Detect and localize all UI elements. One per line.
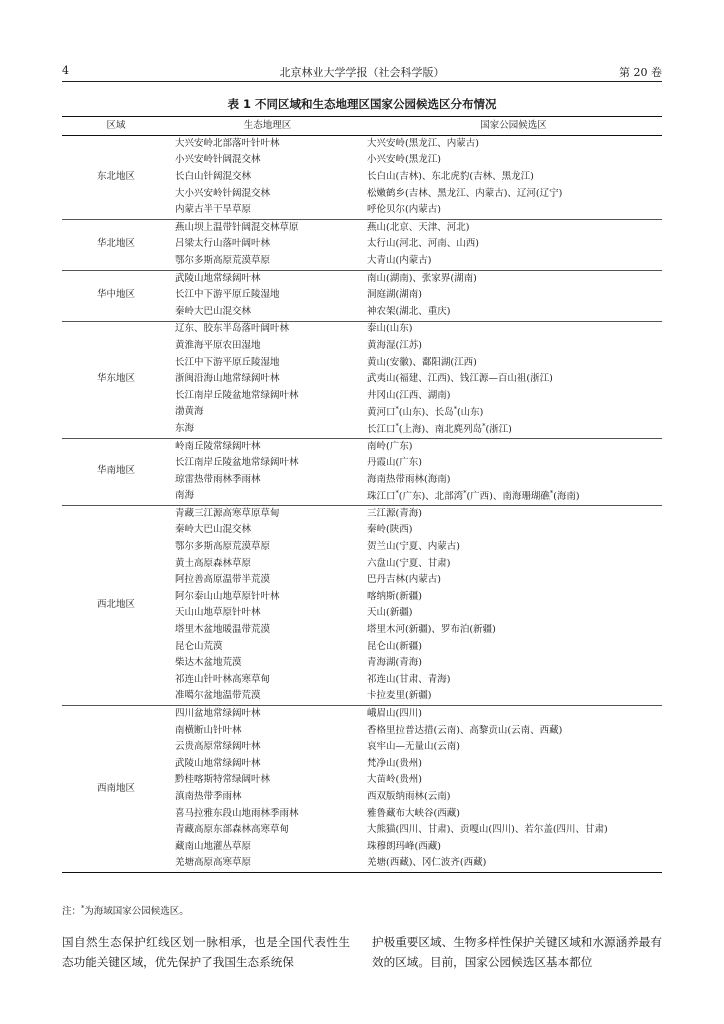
eco-region-cell: 黔桂喀斯特常绿阔叶林 — [175, 774, 271, 786]
eco-region-cell: 阿尔泰山山地草原针叶林 — [175, 590, 280, 602]
candidate-cell: 黄河口*(山东)、长岛*(山东) — [367, 405, 484, 419]
eco-region-cell: 南海 — [175, 490, 195, 502]
candidate-cell: 呼伦贝尔(内蒙古) — [367, 204, 441, 216]
candidate-cell: 南岭(广东) — [365, 438, 662, 455]
eco-region-cell: 长江中下游平原丘陵湿地 — [175, 356, 280, 368]
candidate-cell: 大青山(内蒙古) — [367, 254, 432, 266]
eco-region-cell: 岭南丘陵常绿阔叶林 — [170, 438, 365, 455]
eco-region-cell: 羌塘高原高寒草原 — [170, 856, 365, 873]
header-rule — [62, 81, 662, 82]
candidate-cell: 海南热带雨林(海南) — [367, 473, 451, 485]
eco-region-cell: 天山山地草原针叶林 — [175, 607, 261, 619]
candidate-cell: 南山(湖南)、张家界(湖南) — [365, 270, 662, 287]
eco-region-cell: 塔里木盆地暖温带荒漠 — [175, 624, 271, 636]
candidate-cell: 松嫩鹤乡(吉林、黑龙江、内蒙古)、辽河(辽宁) — [367, 187, 563, 199]
candidate-cell: 天山(新疆) — [367, 607, 413, 619]
eco-region-cell: 云贵高原常绿阔叶林 — [175, 741, 261, 753]
eco-region-cell: 黄土高原森林草原 — [175, 557, 252, 569]
eco-region-cell: 燕山坝上温带针阔混交林草原 — [170, 219, 365, 236]
table-row — [62, 219, 662, 236]
candidate-cell: 香格里拉普达措(云南)、高黎贡山(云南、西藏) — [367, 724, 563, 736]
eco-region-cell: 长江中下游平原丘陵湿地 — [175, 289, 280, 301]
candidate-cell: 武夷山(福建、江西)、钱江源—百山祖(浙江) — [367, 373, 553, 385]
candidate-cell: 雅鲁藏布大峡谷(西藏) — [367, 807, 460, 819]
eco-region-cell: 东海 — [175, 422, 195, 434]
eco-region-cell: 祁连山针叶林高寒草甸 — [175, 673, 271, 685]
eco-region-cell: 喜马拉雅东段山地雨林季雨林 — [175, 807, 299, 819]
candidate-cell: 珠穆朗玛峰(西藏) — [367, 840, 441, 852]
candidate-cell: 黄海湿(江苏) — [367, 339, 422, 351]
note-text: 注：*为海域国家公园候选区。 — [62, 903, 189, 917]
eco-region-cell: 长江南岸丘陵盆地常绿阔叶林 — [175, 389, 299, 401]
table-header-row — [62, 117, 662, 136]
region-cell: 东北地区 — [96, 171, 135, 183]
candidate-cell: 洞庭湖(湖南) — [367, 289, 422, 301]
body-text-left: 国自然生态保护红线区划一脉相承，也是全国代表性生态功能关键区域，优先保护了我国生态系统保 — [62, 935, 350, 969]
eco-region-cell: 武陵山地常绿阔叶林 — [175, 757, 261, 769]
col-header-eco-region: 生态地理区 — [170, 117, 365, 136]
region-cell: 西南地区 — [62, 706, 170, 873]
eco-region-cell: 浙闽沿海山地常绿阔叶林 — [175, 373, 280, 385]
region-cell: 华东地区 — [62, 321, 170, 438]
eco-region-cell: 辽东、胶东半岛落叶阔叶林 — [170, 321, 365, 338]
candidate-cell: 大兴安岭(黑龙江、内蒙古) — [367, 137, 479, 149]
col-header-region: 区域 — [62, 117, 170, 136]
candidate-cell: 燕山(北京、天津、河北) — [365, 219, 662, 236]
candidate-cell: 太行山(河北、河南、山西) — [367, 238, 479, 250]
candidate-cell: 秦岭(陕西) — [367, 524, 413, 536]
candidate-cell: 塔里木河(新疆)、罗布泊(新疆) — [367, 624, 496, 636]
eco-region-cell: 滇南热带季雨林 — [175, 790, 242, 802]
eco-region-cell: 青藏高原东部森林高寒草甸 — [175, 824, 290, 836]
eco-region-cell: 大兴安岭北部落叶针叶林 — [175, 137, 280, 149]
eco-region-cell: 柴达木盆地荒漠 — [175, 657, 242, 669]
table-caption: 表 1 不同区域和生态地理区国家公园候选区分布情况 — [227, 97, 497, 111]
region-cell: 华南地区 — [62, 438, 170, 505]
candidate-cell: 喀纳斯(新疆) — [367, 590, 422, 602]
eco-region-cell: 秦岭大巴山混交林 — [175, 524, 252, 536]
eco-region-cell: 大小兴安岭针阔混交林 — [175, 187, 271, 199]
page-header — [62, 64, 662, 80]
candidate-cell: 大苗岭(贵州) — [367, 774, 422, 786]
eco-region-cell: 鄂尔多斯高原荒漠草原 — [175, 541, 271, 553]
candidate-cell: 巴丹吉林(内蒙古) — [367, 574, 441, 586]
volume-label: 第 20 卷 — [619, 66, 662, 79]
page-number: 4 — [62, 64, 69, 77]
eco-region-cell: 四川盆地常绿阔叶林 — [170, 706, 365, 723]
table-row — [62, 270, 662, 287]
col-header-candidate: 国家公园候选区 — [365, 117, 662, 136]
eco-region-cell: 渤黄海 — [175, 406, 204, 418]
candidate-cell: 哀牢山—无量山(云南) — [367, 741, 460, 753]
table-row — [62, 706, 662, 723]
candidate-cell: 梵净山(贵州) — [367, 757, 422, 769]
candidate-cell: 青海湖(青海) — [367, 657, 422, 669]
eco-region-cell: 吕梁太行山落叶阔叶林 — [175, 238, 271, 250]
eco-region-cell: 鄂尔多斯高原荒漠草原 — [175, 254, 271, 266]
candidate-cell: 大熊猫(四川、甘肃)、贡嘎山(四川)、若尔盖(四川、甘肃) — [367, 824, 608, 836]
eco-region-cell: 昆仑山荒漠 — [175, 640, 223, 652]
candidate-cell: 泰山(山东) — [365, 321, 662, 338]
candidate-table — [62, 116, 662, 873]
region-cell: 华北地区 — [62, 219, 170, 270]
eco-region-cell: 阿拉善高原温带半荒漠 — [175, 574, 271, 586]
candidate-cell: 井冈山(江西、湖南) — [367, 389, 451, 401]
eco-region-cell: 准噶尔盆地温带荒漠 — [175, 690, 261, 702]
candidate-cell: 贺兰山(宁夏、内蒙古) — [367, 541, 460, 553]
eco-region-cell: 秦岭大巴山混交林 — [175, 305, 252, 317]
eco-region-cell: 藏南山地灌丛草原 — [175, 840, 252, 852]
table-row — [62, 438, 662, 455]
eco-region-cell: 长江南岸丘陵盆地常绿阔叶林 — [175, 457, 299, 469]
candidate-cell: 黄山(安徽)、鄱阳湖(江西) — [367, 356, 477, 368]
table-note — [62, 903, 189, 917]
candidate-cell: 昆仑山(新疆) — [367, 640, 422, 652]
eco-region-cell: 武陵山地常绿阔叶林 — [170, 270, 365, 287]
candidate-cell: 羌塘(西藏)、冈仁波齐(西藏) — [365, 856, 662, 873]
candidate-cell: 小兴安岭(黑龙江) — [367, 154, 441, 166]
table-row — [62, 506, 662, 523]
candidate-cell: 神农架(湖北、重庆) — [367, 305, 451, 317]
eco-region-cell: 内蒙古半干旱草原 — [175, 204, 252, 216]
journal-title: 北京林业大学学报（社会科学版） — [279, 66, 445, 79]
eco-region-cell: 小兴安岭针阔混交林 — [175, 154, 261, 166]
region-cell: 华中地区 — [62, 270, 170, 321]
candidate-cell: 长白山(吉林)、东北虎豹(吉林、黑龙江) — [367, 171, 534, 183]
candidate-cell: 丹霞山(广东) — [367, 457, 422, 469]
region-cell: 西北地区 — [62, 506, 170, 706]
eco-region-cell: 长白山针阔混交林 — [175, 171, 252, 183]
eco-region-cell: 黄淮海平原农田湿地 — [175, 339, 261, 351]
candidate-cell: 珠江口*(广东)、北部湾*(广西)、南海珊瑚礁*(海南) — [367, 489, 580, 503]
eco-region-cell: 南横断山针叶林 — [175, 724, 242, 736]
table-body — [62, 136, 662, 873]
candidate-cell: 西双版纳雨林(云南) — [367, 790, 451, 802]
candidate-cell: 六盘山(宁夏、甘肃) — [367, 557, 451, 569]
eco-region-cell: 琼雷热带雨林季雨林 — [175, 473, 261, 485]
candidate-cell: 祁连山(甘肃、青海) — [367, 673, 451, 685]
body-text-right: 护极重要区域、生物多样性保护关键区域和水源涵养最有效的区域。目前，国家公园候选区基本都位 — [372, 935, 662, 969]
table-row — [62, 321, 662, 338]
candidate-cell: 卡拉麦里(新疆) — [367, 690, 432, 702]
candidate-cell: 长江口*(上海)、南北麂列岛*(浙江) — [367, 421, 512, 435]
table-row — [62, 136, 662, 153]
candidate-cell: 峨眉山(四川) — [365, 706, 662, 723]
eco-region-cell: 青藏三江源高寒草原草甸 — [170, 506, 365, 523]
candidate-cell: 三江源(青海) — [365, 506, 662, 523]
